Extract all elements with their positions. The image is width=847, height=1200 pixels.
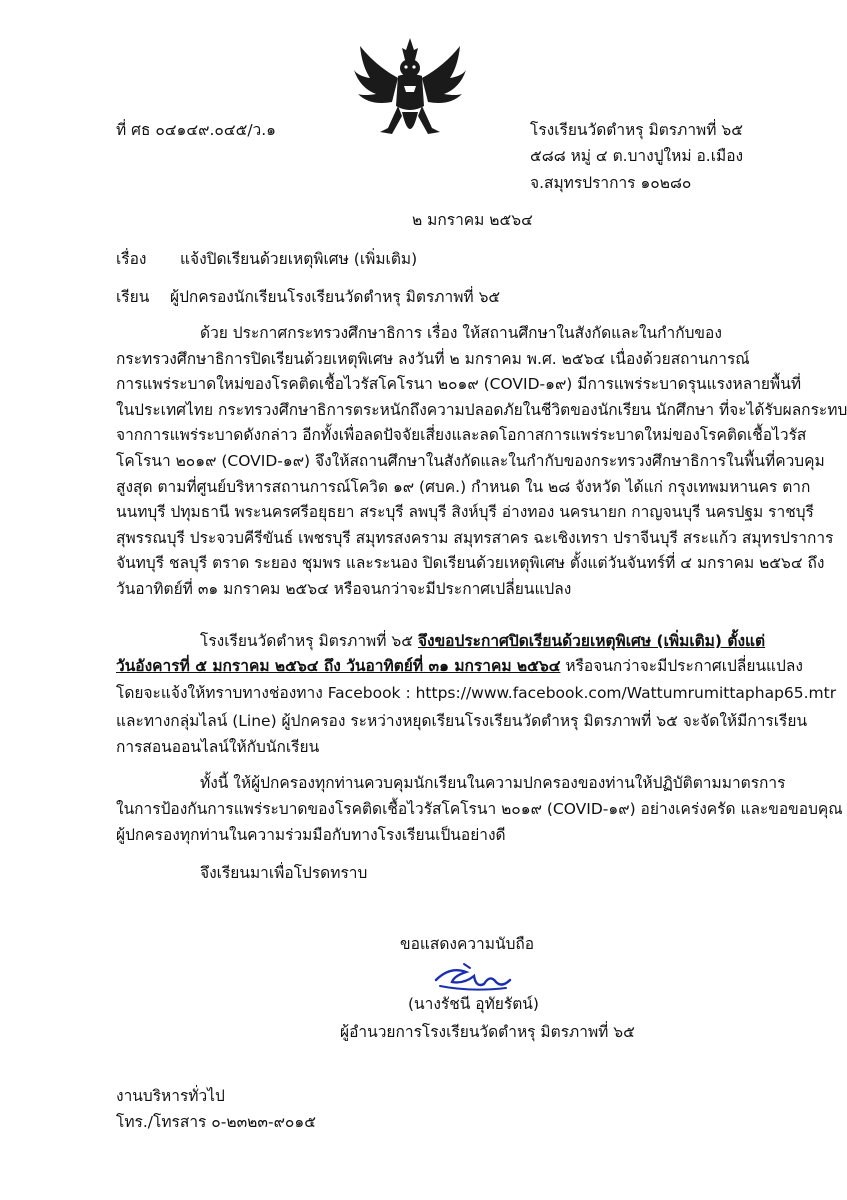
paragraph1-line: ด้วย ประกาศกระทรวงศึกษาธิการ เรื่อง ให้สถานศึกษาในสังกัดและในกำกับของ	[200, 324, 722, 342]
paragraph2-facebook-line: โดยจะแจ้งให้ทราบทางช่องทาง Facebook : https://www.facebook.com/Wattumrumittaphap65.mtr	[116, 684, 837, 702]
recipient-text: ผู้ปกครองนักเรียนโรงเรียนวัดตำหรุ มิตรภาพที่ ๖๕	[170, 288, 501, 306]
salutation: ขอแสดงความนับถือ	[400, 935, 535, 953]
paragraph2-line2	[116, 656, 803, 676]
paragraph2-line: และทางกลุ่มไลน์ (Line) ผู้ปกครอง ระหว่างหยุดเรียนโรงเรียนวัดตำหรุ มิตรภาพที่ ๖๕ จะจัดให้มีการเรียน	[116, 712, 808, 730]
closing-text: จึงเรียนมาเพื่อโปรดทราบ	[200, 864, 368, 882]
school-name: โรงเรียนวัดตำหรุ มิตรภาพที่ ๖๕	[530, 121, 743, 139]
document-date: ๒ มกราคม ๒๕๖๔	[412, 211, 533, 229]
handwritten-signature-icon	[430, 958, 520, 998]
subject-text: แจ้งปิดเรียนด้วยเหตุพิเศษ (เพิ่มเติม)	[180, 250, 418, 268]
paragraph2-text: หรือจนกว่าจะมีประกาศเปลี่ยนแปลง	[560, 657, 803, 675]
footer-department: งานบริหารทั่วไป	[116, 1087, 225, 1105]
paragraph1-line: จากการแพร่ระบาดดังกล่าว อีกทั้งเพื่อลดปัจจัยเสี่ยงและลดโอกาสการแพร่ระบาดใหม่ของโรคติดเชื้อไวรัส	[116, 426, 807, 444]
paragraph3-line: ในการป้องกันการแพร่ระบาดของโรคติดเชื้อไวรัสโคโรนา ๒๐๑๙ (COVID-๑๙) อย่างเคร่งครัด และขอขอบคุณ	[116, 800, 843, 818]
paragraph3-line: ผู้ปกครองทุกท่านในความร่วมมือกับทางโรงเรียนเป็นอย่างดี	[116, 826, 506, 844]
paragraph3-line: ทั้งนี้ ให้ผู้ปกครองทุกท่านควบคุมนักเรียนในความปกครองของท่านให้ปฏิบัติตามมาตรการ	[200, 774, 786, 792]
school-address-line2: จ.สมุทรปราการ ๑๐๒๘๐	[530, 174, 692, 192]
paragraph1-line: สุพรรณบุรี ประจวบคีรีขันธ์ เพชรบุรี สมุทรสงคราม สมุทรสาคร ฉะเชิงเทรา ปราจีนบุรี สระแก้ว สมุทรปราการ	[116, 529, 834, 547]
garuda-emblem-icon	[352, 36, 468, 148]
paragraph1-line: วันอาทิตย์ที่ ๓๑ มกราคม ๒๕๖๔ หรือจนกว่าจะมีประกาศเปลี่ยนแปลง	[116, 580, 572, 598]
school-address-line1: ๕๘๘ หมู่ ๔ ต.บางปูใหม่ อ.เมือง	[530, 147, 744, 165]
recipient-label: เรียน	[116, 288, 150, 306]
reference-number: ที่ ศธ ๐๔๑๔๙.๐๔๕/ว.๑	[116, 121, 277, 139]
subject-label: เรื่อง	[116, 250, 147, 268]
paragraph1-line: สูงสุด ตามที่ศูนย์บริหารสถานการณ์โควิด ๑๙ (ศบค.) กำหนด ใน ๒๘ จังหวัด ได้แก่ กรุงเทพมหานคร ตาก	[116, 478, 811, 496]
signer-name: (นางรัชนี อุทัยรัตน์)	[408, 995, 539, 1013]
paragraph1-line: จันทบุรี ชลบุรี ตราด ระยอง ชุมพร และระนอง ปิดเรียนด้วยเหตุพิเศษ ตั้งแต่วันจันทร์ที่ ๔ มกราคม ๒๕๖๔ ถึง	[116, 554, 825, 572]
paragraph2-emphasis: วันอังคารที่ ๕ มกราคม ๒๕๖๔ ถึง วันอาทิตย์ที่ ๓๑ มกราคม ๒๕๖๔	[116, 657, 561, 675]
paragraph1-line: กระทรวงศึกษาธิการปิดเรียนด้วยเหตุพิเศษ ลงวันที่ ๒ มกราคม พ.ศ. ๒๕๖๔ เนื่องด้วยสถานการณ์	[116, 350, 750, 368]
paragraph2-line1	[200, 631, 766, 651]
footer-phone: โทร./โทรสาร ๐-๒๓๒๓-๙๐๑๕	[116, 1113, 316, 1131]
signer-position: ผู้อำนวยการโรงเรียนวัดตำหรุ มิตรภาพที่ ๖๕	[340, 1023, 635, 1041]
paragraph2-text: โรงเรียนวัดตำหรุ มิตรภาพที่ ๖๕	[200, 632, 418, 650]
paragraph1-line: นนทบุรี ปทุมธานี พระนครศรีอยุธยา สระบุรี ลพบุรี สิงห์บุรี อ่างทอง นครนายก กาญจนบุรี นครปฐม ราชบุรี	[116, 503, 814, 521]
paragraph1-line: ในประเทศไทย กระทรวงศึกษาธิการตระหนักถึงความปลอดภัยในชีวิตของนักเรียน นักศึกษา ที่จะได้รับผลกระทบ	[116, 401, 847, 419]
paragraph1-line: การแพร่ระบาดใหม่ของโรคติดเชื้อไวรัสโคโรนา ๒๐๑๙ (COVID-๑๙) มีการแพร่ระบาดรุนแรงหลายพื้นที่	[116, 375, 802, 393]
paragraph1-line: โคโรนา ๒๐๑๙ (COVID-๑๙) จึงให้สถานศึกษาในสังกัดและในกำกับของกระทรวงศึกษาธิการในพื้นที่ควบคุม	[116, 452, 825, 470]
paragraph2-line: การสอนออนไลน์ให้กับนักเรียน	[116, 738, 320, 756]
paragraph2-emphasis: จึงขอประกาศปิดเรียนด้วยเหตุพิเศษ (เพิ่มเติม) ตั้งแต่	[417, 632, 766, 650]
